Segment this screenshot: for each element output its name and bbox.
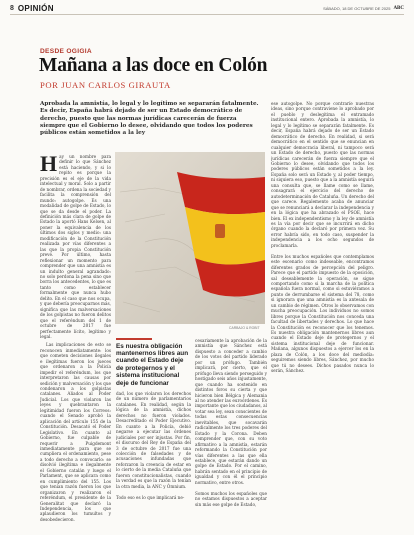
page-header	[10, 2, 404, 15]
column-1-text: ay un nombre para definir lo que Sánchez está haciendo, y si lo repito es porque la precisión es el eje de la vida intelectual y moral. Solo a partir de nombrar, ordena la sociedad y facilita la comprensión del mundo: autogolpe. Es una modalidad de golpe de Estado, lo que se da desde el poder. La definición más clara de golpe de Estado la aportó Hans Kelsen, al poner la equivalencia de los últimos dos siglos y medio: una modificación de la Constitución realizada por vías diferentes a las que la propia Constitución prevé. Por último, hasta reflexionar un momento para comprender que una amnistía es un indulto general agrandado: no solo perdona la pena sino que borra los antecedentes, lo que es tanto como establecer formalmente que nunca hubo delito. En el caso que nos ocupa, y que debería preocuparnos más, significa que las malversaciones de los golpistas no fueron delitos que el referéndum del 1 de octubre de 2017 fue perfectamente lícito, legítimo y legal.	[40, 154, 111, 339]
article-lead: Aprobada la amnistía, lo legal y lo legítimo se separarán fatalmente. Es decir, España habrá dejado de ser un Estado democrático de derecho, puesto que las normas jurídicas carecerán de fuerza siempre que el Gobierno lo desee, olvidando que todos los poderes públicos están sometidos a la ley	[40, 101, 259, 137]
pull-quote: Es nuestra obligación mantenernos libres aun cuando el Estado deje de protegernos y el sistema institucional deje de funcionar	[116, 338, 191, 387]
article-headline: Mañana a las doce en Colón	[39, 55, 268, 76]
article-byline: POR JUAN CARLOS GIRAUTA	[40, 80, 171, 90]
flag-photo	[115, 152, 265, 324]
column-kicker: DESDE OGIGIA	[40, 48, 92, 55]
article-column-2: dad, los que violaron los derechos de un número de parlamentarios catalanes. En realidad, según la lógica de la amnistía, dichos derechos no fueron violados. Desacreditado el Poder Ejecutivo. En cuanto a la Policía, debió negarse a ejecutar las órdenes judiciales por ser injustas. Por fin, el discurso del Rey de España del 3 de octubre de 2017 fue una colección de falsedades y de acusaciones infundadas que reforzaron la creencia de estar en lo cierto de la media Cataluña que fueron constitucionalistas, cuando la verdad es que la razón la tenían la otra media, la ANC y Òmnium. Todo eso es lo que implicará ne-	[116, 391, 191, 500]
page-number: 8	[10, 4, 14, 12]
column-1-text-b: Las implicaciones de esto se reconocen inmediatamente: los que cometen decisiones ilegales e ilegítimas fueron los jueces que ordenaron a la Policía impedir el referéndum, los que interpretaron las causas por sedición y malversación y los que condenaron a los golpistas catalanes. Aliados al Poder Judicial. Los que violaron las leyes y quebrantaron la legitimidad fueron los Correos: cuando el Senado aprobó la aplicación del artículo 155 de la Constitución. Desacató el Poder Legislativo. En cuanto al Gobierno, fue culpable de requerir a Puigdemont inmediatamente para que se cumpliera el ordenamiento, pese a todo derecho a convocarlo: se disolvió ilegítima e ilegalmente el Gobierno catalán y luego el Parlament, que se aplicara como en cumplimiento del 155. Los que tenían razón fueron los que organizaron y realizaron el referéndum, el presidente de la Generalitat que declaró la Independencia, los que aplaudieron los tumultos y desobedecieron.	[40, 342, 111, 522]
article-column-4: ese autogolpe. No porque contraríe nuestras ideas, sino porque contraviene lo aprobado por el pueblo y deslegitima el entramado institucional entero. Aprobada la amnistía, lo legal y lo legítimo se separarán fatalmente. Es decir, España habrá dejado de ser un Estado democrático de derecho. En realidad, si será democrático en el sentido que se enuncian en cualquier democracia liberal, ni tampoco será un Estado de derecho, puesto que las normas jurídicas carecerán de fuerza siempre que el Gobierno lo desee, olvidando que todos los poderes públicos están sometidos a la ley. España solo será un Estado y, al poder tiempo, ni siquiera eso, puesto que a la amnistía seguirá una consulta que, se llame como se llame, consagrará el ejercicio del derecho de autodeterminación de Cataluña. Un derecho del que carece. Regalemento acaba de anunciar que se renunciará a declarar la independencia y en la lógica que ha abrazado el PSOE, hace bien. El ex independentismo y la ley de amnistía es la vía por decir que se incurrirá en dicho órgano cuando la declaró por primera vez. Su error habría sido, en todo caso, suspender la independencia a los ocho segundos de proclamarla. Entre los muchos españoles que contemplamos este escenario como indeseable, encontramos diferentes grados de percepción del peligro. Parece que el partido impuesto de la oposición, sal deseablemente la operación, se sigue comportando como si la marcha de la política española fuera normal, como si estuviéramos a punto de derrumbarse el sistema del 78, como si ignorara que una amnistía es la antesala de un cambio de régimen. Otros lo observamos con mucha preocupación. Los individuos no somos libres porque la Constitución nos conceda una facultad de libertades y derechos. Lo que hace la Constitución es reconocer que los tenemos. Es nuestra obligación mantenernos libres aun cuando el Estado deje de protegernos y el sistema institucional deje de funcionar. Mañana, algunos dispuestos a ejercer los en la plaza de Colón, a los doce del mediodía: seguiremos siendo libres, Sánchez, por mucho que tú no desees. Dichos pasados nunca lo serán, Sánchez.	[271, 101, 374, 374]
spanish-flag-image	[115, 152, 265, 324]
drop-cap: H	[40, 154, 58, 176]
photo-credit: CARBAJO & ROBIT	[229, 326, 260, 330]
section-title[interactable]: OPINIÓN	[17, 3, 54, 13]
issue-date: SÁBADO, 18 DE OCTUBRE DE 2025	[323, 5, 391, 11]
article-column-3: cesariamente la aprobación de la amnistía que Sánchez está dispuesto a conceder a cambio de los votos del partido liderado por un prófugo. También implicará, por cierto, que el prófugo lleva siendo perseguido y hostigado seis años injustamente, que cuando ha sostenido en distintos foros su cierta y que hicieron bien Bélgica y Alemania al no atender las euroórdenes. Es importante que los ciudadanos, al votar sea ley, sean conscientes de todas estas consecuencias inevitables, que socavarán radicalmente los tres poderes del Estado y la Corona. Deben comprender que, con su voto afirmativo a la amnistía, estarán reformando la Constitución por vías diferentes a las que ella establece, que estarán dando un golpe de Estado. Por el camino, habrán sentado en el principio de igualdad y con él el principio normativo, entre otros. Somos muchos los españoles que no estamos dispuestos a aceptar sin más ese golpe de Estado,	[195, 338, 267, 507]
brand-logo[interactable]: ABC	[393, 5, 404, 11]
article-column-1	[40, 154, 111, 526]
